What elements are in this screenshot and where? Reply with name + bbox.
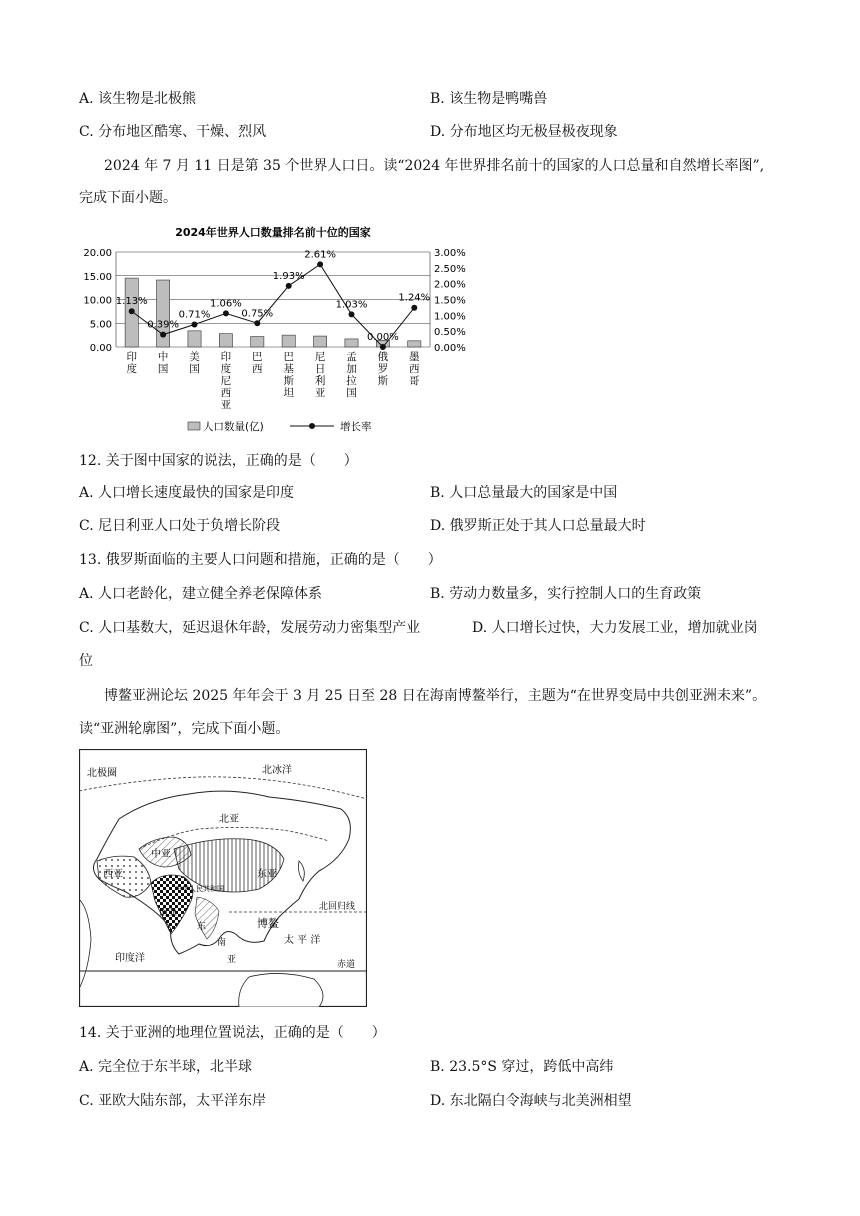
label-central-asia: 中亚: [151, 849, 171, 860]
category-label-孟加拉国: 国: [346, 387, 357, 399]
asia-map-svg: [79, 749, 367, 1007]
growth-label-美国: 0.71%: [178, 309, 211, 321]
category-label-印度尼西亚: 亚: [220, 399, 232, 411]
left-tick-label: 15.00: [83, 271, 112, 283]
asia-map: [79, 749, 367, 1007]
category-label-巴基斯坦: 巴: [283, 351, 294, 363]
category-label-墨西哥: 哥: [409, 375, 420, 387]
label-se-ya: 亚: [227, 955, 237, 965]
option-b[interactable]: B. 该生物是鸭嘴兽: [430, 91, 548, 107]
option-c[interactable]: C. 分布地区酷寒、干燥、烈风: [79, 124, 267, 140]
chart-title: 2024年世界人口数量排名前十位的国家: [175, 226, 371, 239]
left-tick-label: 10.00: [83, 295, 112, 307]
q14-option-b[interactable]: B. 23.5°S 穿过，跨低中高纬: [430, 1059, 614, 1075]
right-tick-label: 0.50%: [434, 327, 466, 339]
growth-label-孟加拉国: 1.03%: [335, 299, 368, 311]
q14-option-c[interactable]: C. 亚欧大陆东部，太平洋东岸: [79, 1093, 267, 1109]
category-label-美国: 美: [189, 351, 200, 363]
q12-option-d[interactable]: D. 俄罗斯正处于其人口总量最大时: [430, 518, 646, 534]
category-label-尼日利亚: 亚: [314, 387, 326, 399]
right-tick-label: 2.00%: [434, 279, 466, 291]
category-label-尼日利亚: 日: [314, 363, 326, 375]
label-arctic-ocean: 北冰洋: [262, 765, 292, 776]
legend-line-label: 增长率: [340, 421, 372, 433]
bar-孟加拉国: [345, 339, 358, 347]
label-indian-ocean: 印度洋: [115, 953, 145, 964]
bar-尼日利亚: [314, 336, 327, 347]
left-tick-label: 0.00: [89, 343, 112, 354]
q12-option-a[interactable]: A. 人口增长速度最快的国家是印度: [79, 485, 295, 501]
growth-point-巴基斯坦: [286, 283, 292, 289]
category-label-美国: 国: [189, 363, 200, 375]
question-12-stem: 12. 关于图中国家的说法，正确的是（ ）: [79, 453, 358, 469]
growth-label-印度尼西亚: 1.06%: [210, 298, 242, 310]
legend-line-marker: [309, 423, 315, 429]
question-13-stem: 13. 俄罗斯面临的主要人口问题和措施，正确的是（ ）: [79, 552, 442, 568]
intro-text: 完成下面小题。: [79, 190, 177, 206]
q13-option-b[interactable]: B. 劳动力数量多，实行控制人口的生育政策: [430, 586, 702, 602]
category-label-印度尼西亚: 印: [220, 351, 232, 363]
legend-bar-swatch: [188, 422, 200, 430]
label-east-asia: 东亚: [257, 869, 277, 880]
right-tick-label: 1.00%: [434, 311, 466, 323]
growth-label-俄罗斯: 0.00%: [367, 332, 399, 343]
growth-point-巴西: [254, 320, 260, 326]
bar-巴基斯坦: [282, 335, 295, 347]
growth-point-印度: [129, 308, 135, 314]
left-tick-label: 5.00: [89, 319, 112, 331]
growth-point-墨西哥: [411, 305, 417, 311]
option-a[interactable]: A. 该生物是北极熊: [79, 91, 197, 107]
left-tick-label: 20.00: [83, 248, 112, 259]
q14-option-a[interactable]: A. 完全位于东半球，北半球: [79, 1059, 253, 1075]
growth-point-中国: [160, 332, 166, 338]
growth-label-尼日利亚: 2.61%: [304, 249, 336, 261]
label-prc: 中华人民共和国: [175, 885, 224, 893]
right-tick-label: 2.50%: [434, 263, 466, 275]
q13-option-a[interactable]: A. 人口老龄化，建立健全养老保障体系: [79, 586, 323, 602]
q12-option-c[interactable]: C. 尼日利亚人口处于负增长阶段: [79, 518, 281, 534]
growth-point-美国: [192, 322, 198, 328]
category-label-巴基斯坦: 基: [283, 363, 294, 375]
growth-label-巴基斯坦: 1.93%: [272, 270, 305, 282]
growth-label-巴西: 0.75%: [241, 308, 274, 320]
growth-point-孟加拉国: [349, 311, 355, 317]
category-label-印度尼西亚: 度: [220, 363, 232, 375]
legend-bar-label: 人口数量(亿): [203, 421, 264, 433]
category-label-俄罗斯: 俄: [377, 351, 389, 363]
category-label-墨西哥: 墨: [409, 351, 420, 363]
bar-印度尼西亚: [219, 334, 232, 347]
label-south-asia: 南亚: [159, 908, 178, 918]
label-boao: 博鳌: [257, 917, 279, 930]
q13-option-d-wrap: 位: [79, 653, 93, 669]
category-label-印度: 度: [126, 363, 137, 375]
label-north-asia: 北亚: [219, 814, 239, 825]
chart-svg: [72, 220, 472, 440]
label-pacific: 太 平 洋: [284, 935, 321, 946]
question-14-stem: 14. 关于亚洲的地理位置说法，正确的是（ ）: [79, 1025, 386, 1041]
category-label-印度: 印: [126, 351, 137, 363]
category-label-巴西: 西: [252, 363, 263, 375]
category-label-巴基斯坦: 斯: [283, 375, 294, 387]
growth-label-墨西哥: 1.24%: [398, 292, 431, 304]
right-tick-label: 3.00%: [434, 248, 466, 259]
category-label-印度尼西亚: 尼: [220, 375, 232, 387]
intro-text: 读“亚洲轮廓图”，完成下面小题。: [79, 721, 290, 737]
category-label-孟加拉国: 孟: [346, 351, 357, 363]
category-label-巴基斯坦: 坦: [283, 387, 294, 399]
category-label-孟加拉国: 拉: [346, 375, 357, 387]
growth-label-印度: 1.13%: [115, 296, 148, 308]
label-arctic-circle: 北极圈: [87, 768, 117, 779]
bar-墨西哥: [408, 341, 421, 347]
category-label-尼日利亚: 利: [314, 375, 326, 387]
category-label-印度尼西亚: 西: [220, 387, 232, 399]
option-d[interactable]: D. 分布地区均无极昼极夜现象: [430, 124, 618, 140]
growth-point-俄罗斯: [380, 344, 386, 350]
population-chart: [72, 220, 472, 440]
right-tick-label: 1.50%: [434, 295, 466, 307]
label-west-asia: 西亚: [103, 869, 123, 880]
q13-option-d[interactable]: D. 人口增长过快，大力发展工业，增加就业岗: [472, 620, 758, 636]
q13-option-c[interactable]: C. 人口基数大，延迟退休年龄，发展劳动力密集型产业: [79, 620, 421, 636]
q14-option-d[interactable]: D. 东北隔白令海峡与北美洲相望: [430, 1093, 632, 1109]
category-label-俄罗斯: 斯: [377, 375, 389, 387]
intro-text: 博鳌亚洲论坛 2025 年年会于 3 月 25 日至 28 日在海南博鳌举行，主题为“在世界变局中共创亚洲未来”。: [104, 688, 767, 704]
category-label-孟加拉国: 加: [346, 363, 357, 375]
intro-text: 2024 年 7 月 11 日是第 35 个世界人口日。读“2024 年世界排名前十的国家的人口总量和自然增长率图”,: [104, 158, 765, 174]
right-tick-label: 0.00%: [434, 343, 466, 354]
category-label-中国: 国: [157, 363, 169, 375]
category-label-巴西: 巴: [252, 351, 263, 363]
bar-美国: [188, 331, 201, 347]
q12-option-b[interactable]: B. 人口总量最大的国家是中国: [430, 485, 618, 501]
label-equator: 赤道: [337, 960, 356, 970]
growth-label-中国: 0.39%: [147, 319, 179, 331]
category-label-尼日利亚: 尼: [314, 351, 326, 363]
label-se-dong: 东: [197, 922, 207, 932]
growth-point-尼日利亚: [317, 261, 323, 267]
label-tropic: 北回归线: [319, 902, 356, 912]
category-label-俄罗斯: 罗: [377, 363, 389, 375]
growth-point-印度尼西亚: [223, 310, 229, 316]
category-label-墨西哥: 西: [409, 363, 420, 375]
category-label-中国: 中: [157, 351, 169, 363]
bar-巴西: [251, 337, 264, 347]
australia-outline: [239, 973, 323, 1007]
label-se-nan: 南: [217, 938, 227, 948]
